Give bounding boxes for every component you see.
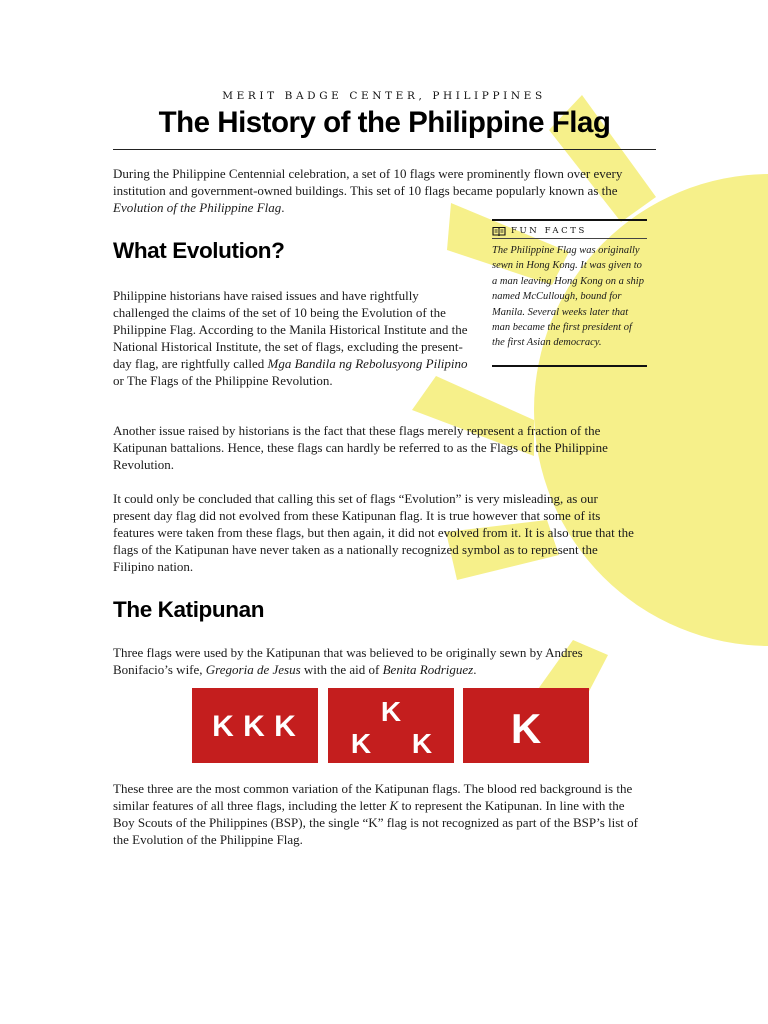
what-evolution-paragraph-3: It could only be concluded that calling this set of flags “Evolution” is very misleading, as our present day flag did not evolved from these Katipunan flag. It is true however that some of its features were taken from these flags, but then again, it did not evolved from it. It is also true that the flags of the Katipunan have never taken as a nationally recognized symbol as to represent the Filipino nation. [113,491,634,574]
flag-letter: K [411,728,433,759]
katipunan-paragraph-1 [113,644,638,678]
fun-facts-header [492,226,647,236]
flag-letter: K [510,705,542,752]
flag-letter: K [274,710,296,743]
katipunan-p2-text: These three are the most common variation of the Katipunan flags. The blood red background is the similar features of all three flags, including the letter [113,781,633,813]
heading-what-evolution: What Evolution? [113,238,285,263]
katipunan-p1-end: . [473,662,477,677]
flag-letter: K [212,710,234,743]
fun-facts-mid-rule [492,238,647,239]
katipunan-p1-emphasis-2: Benita Rodriguez [382,662,474,677]
intro-emphasis: Evolution of the Philippine Flag [113,200,282,215]
what-evolution-p1-text: Philippine historians have raised issues and have rightfully challenged the claims of the set of 10 being the Evolution of the Philippine Flag. According to the Manila Historical Institute and the National Historical Institute, the set of flags, excluding the present-day flag, are rightfully called [113,288,468,371]
flag-letter: K [350,728,372,759]
fun-facts-bottom-rule [492,365,647,367]
publisher-kicker: MERIT BADGE CENTER, PHILIPPINES [222,90,546,102]
katipunan-paragraph-2 [113,780,638,848]
katipunan-p2-end: to represent the Katipunan. In line with the Boy Scouts of the Philippines (BSP), the single “K” flag is not recognized as part of the BSP’s list of the Evolution of the Philippine Flag. [113,798,639,847]
fun-facts-text: The Philippine Flag was originally sewn in Hong Kong. It was given to a man leaving Hong Kong on a ship named McCullough, bound for Manila. Several weeks later that man became the first president of the first Asian democracy. [492,245,644,349]
katipunan-flag-three-k-triangle [328,688,454,763]
katipunan-flag-three-k-row [192,688,318,763]
fun-facts-box [492,219,647,367]
page-title: The History of the Philippine Flag [158,106,611,139]
fun-facts-heading: FUN FACTS [511,226,587,236]
heading-katipunan: The Katipunan [113,597,265,622]
intro-paragraph [113,165,633,216]
fun-facts-top-rule [492,219,647,221]
what-evolution-paragraph-1 [113,287,473,389]
flag-letter: K [243,710,265,743]
katipunan-p1-text: Three flags were used by the Katipunan that was believed to be originally sewn by Andres Bonifacio’s wife, [113,645,583,677]
flag-letter: K [380,696,402,727]
book-icon [492,226,506,236]
katipunan-p1-mid: with the aid of [300,662,383,677]
katipunan-flag-single-k [463,688,589,763]
what-evolution-p1-emphasis: Mga Bandila ng Rebolusyong Pilipino [267,356,468,371]
what-evolution-p1-end: or The Flags of the Philippine Revolution. [113,373,333,388]
katipunan-p2-emphasis: K [389,798,399,813]
intro-text: During the Philippine Centennial celebration, a set of 10 flags were prominently flown over every institution and government-owned buildings. This set of 10 flags became popularly known as the [113,166,623,198]
katipunan-p1-emphasis-1: Gregoria de Jesus [205,662,301,677]
intro-end: . [281,200,285,215]
title-divider [113,149,656,150]
what-evolution-paragraph-2: Another issue raised by historians is the fact that these flags merely represent a fraction of the Katipunan battalions. Hence, these flags can hardly be referred to as the Flags of the Philippine Revolution. [113,423,608,472]
